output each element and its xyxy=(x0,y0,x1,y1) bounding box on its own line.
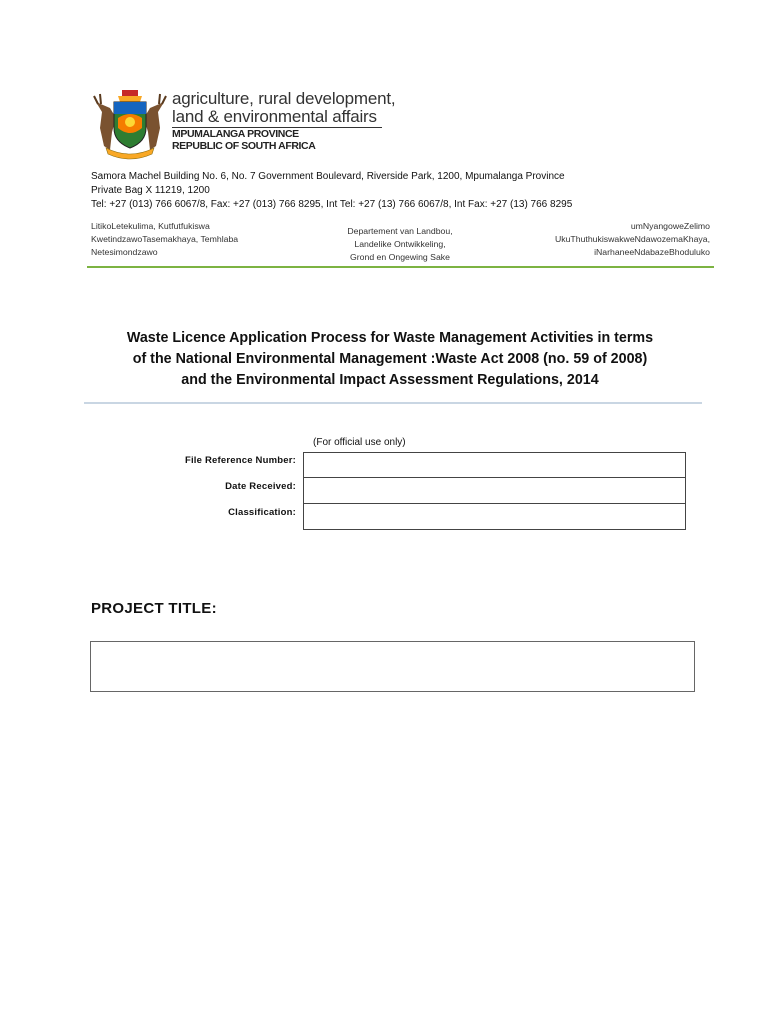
address-line-2: Private Bag X 11219, 1200 xyxy=(91,185,210,196)
lang-line: Landelike Ontwikkeling, xyxy=(354,239,446,249)
date-received-field[interactable] xyxy=(303,478,686,504)
department-name-siswati xyxy=(91,220,238,259)
department-name-afrikaans xyxy=(330,225,470,264)
lang-line: Netesimondzawo xyxy=(91,247,158,257)
file-reference-field[interactable] xyxy=(303,452,686,478)
lang-line: umNyangoweZelimo xyxy=(630,221,710,231)
lang-line: UkuThuthukiswakweNdawozemaKhaya, xyxy=(554,234,710,244)
address-line-3: Tel: +27 (013) 766 6067/8, Fax: +27 (013) 766 8295, Int Tel: +27 (13) 766 6067/8, Int Fax: +27 (13) 766 8295 xyxy=(91,199,573,210)
classification-label: Classification: xyxy=(228,507,296,518)
title-line: and the Environmental Impact Assessment Regulations, 2014 xyxy=(181,372,599,388)
lang-line: KwetindzawoTasemakhaya, Temhlaba xyxy=(91,234,239,244)
project-title-heading: PROJECT TITLE: xyxy=(91,600,217,617)
official-use-note: (For official use only) xyxy=(313,437,406,448)
department-name-line1: agriculture, rural development, xyxy=(172,89,396,108)
title-divider xyxy=(84,402,702,404)
file-reference-label: File Reference Number: xyxy=(184,455,296,466)
lang-line: Grond en Ongewing Sake xyxy=(350,252,450,262)
address-line-1: Samora Machel Building No. 6, No. 7 Government Boulevard, Riverside Park, 1200, Mpumalanga Province xyxy=(91,171,565,182)
lang-line: Departement van Landbou, xyxy=(347,226,453,236)
header-divider xyxy=(87,266,714,268)
coat-of-arms-icon xyxy=(88,88,172,160)
document-title xyxy=(80,328,700,391)
lang-line: LitikoLetekulima, Kutfutfukiswa xyxy=(91,221,210,231)
title-line: of the National Environmental Management :Waste Act 2008 (no. 59 of 2008) xyxy=(132,351,648,367)
project-title-field[interactable] xyxy=(90,641,695,692)
lang-line: iNarhaneeNdabazeBhoduluko xyxy=(594,247,710,257)
province-name: MPUMALANGA PROVINCE xyxy=(172,128,299,140)
date-received-label: Date Received: xyxy=(225,481,296,492)
department-name-ndebele xyxy=(555,220,710,259)
classification-field[interactable] xyxy=(303,504,686,530)
department-name-line2: land & environmental affairs xyxy=(172,107,377,126)
country-name: REPUBLIC OF SOUTH AFRICA xyxy=(172,140,316,152)
title-line: Waste Licence Application Process for Waste Management Activities in terms xyxy=(126,330,654,346)
